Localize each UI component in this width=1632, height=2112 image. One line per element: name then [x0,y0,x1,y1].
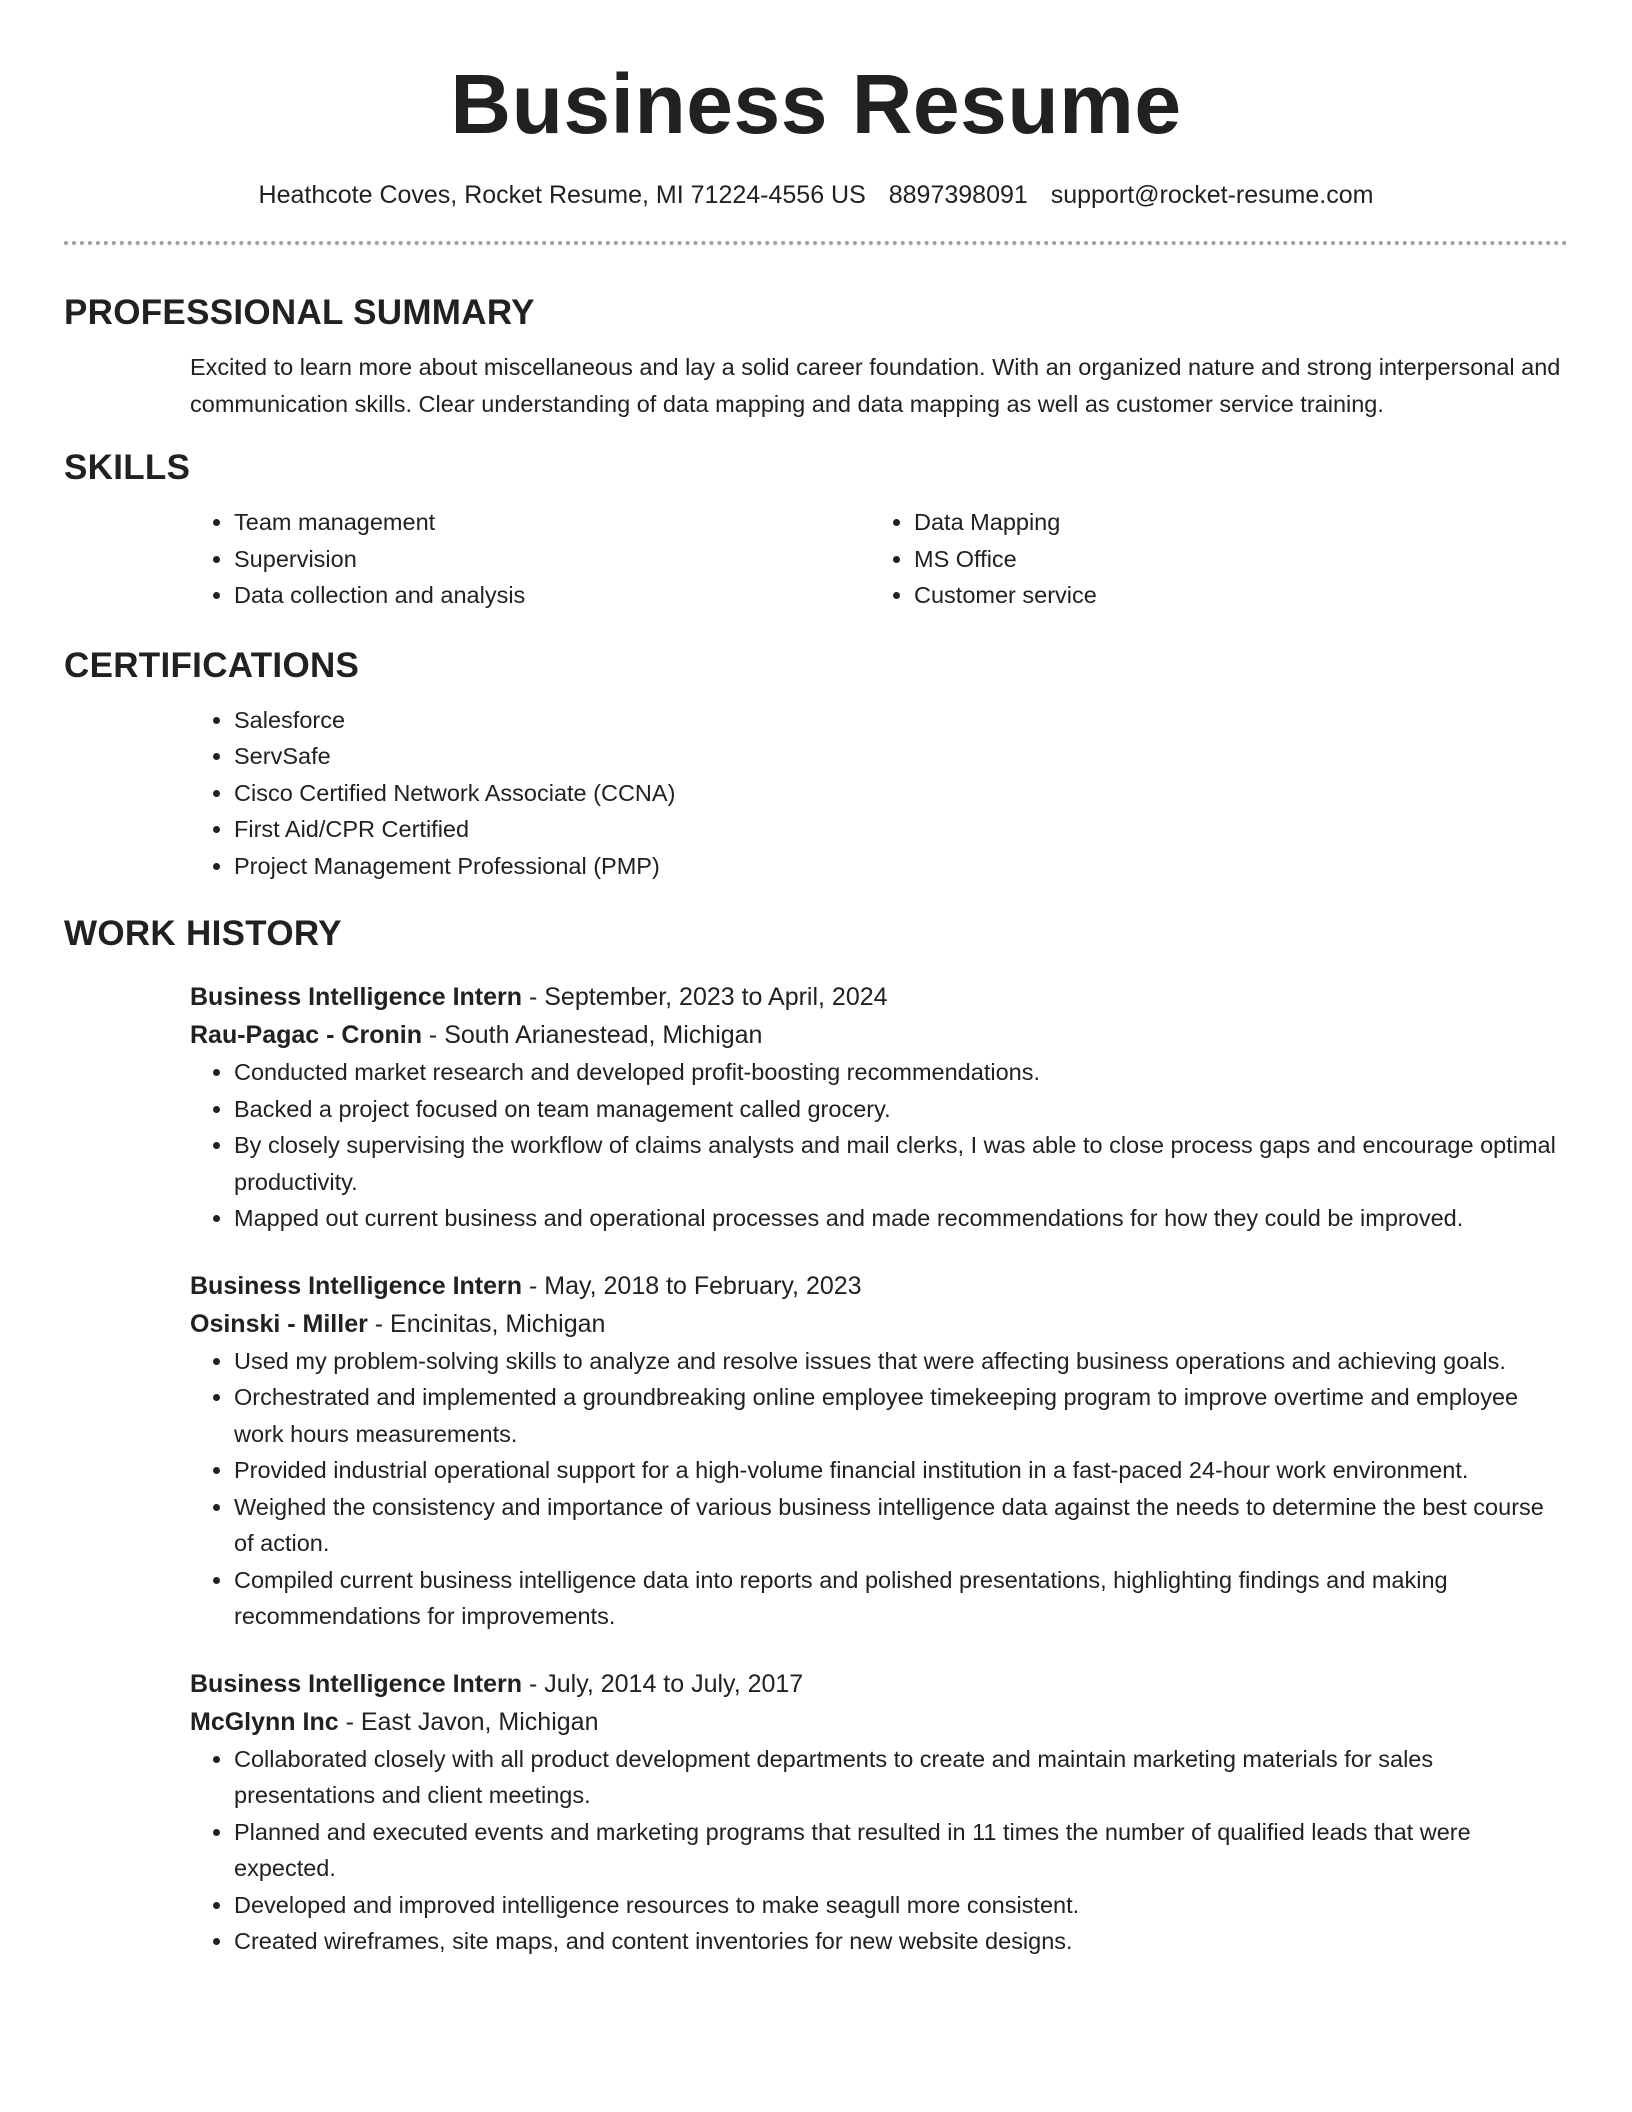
summary-heading: PROFESSIONAL SUMMARY [64,293,535,332]
job-bullet: • Collaborated closely with all product development departments to create and maintain marketing materials for sales presentations and client meetings. [234,1741,1568,1814]
job-location: - South Arianestead, Michigan [421,1021,763,1049]
job-bullet: • Weighed the consistency and importance of various business intelligence data against the needs to determine the best course of action. [234,1489,1568,1562]
job-title-line [190,978,1568,1016]
skills-list-right [870,504,1550,614]
job-bullet: • Used my problem-solving skills to analyze and resolve issues that were affecting business operations and achieving goals. [234,1343,1568,1380]
skill-item: • MS Office [914,541,1550,578]
job-entry [190,1267,1568,1635]
contact-email: support@rocket-resume.com [1050,181,1374,209]
job-role: Business Intelligence Intern [190,1271,523,1300]
job-company: Osinski - Miller [190,1309,368,1338]
job-bullet: • Provided industrial operational support for a high-volume financial institution in a fast-paced 24-hour work environment. [234,1452,1568,1489]
job-company-line [190,1016,1568,1054]
job-entry [190,1665,1568,1960]
job-bullet: • Compiled current business intelligence data into reports and polished presentations, highlighting findings and making recommendations for improvements. [234,1562,1568,1635]
job-bullet: • Orchestrated and implemented a groundbreaking online employee timekeeping program to improve overtime and employee work hours measurements. [234,1379,1568,1452]
resume-page [64,0,1568,1960]
job-bullet: • Mapped out current business and operational processes and made recommendations for how they could be improved. [234,1200,1568,1237]
job-bullet: • Planned and executed events and marketing programs that resulted in 11 times the number of qualified leads that were expected. [234,1814,1568,1887]
certification-item: • Cisco Certified Network Associate (CCNA) [234,775,1568,812]
certifications-heading: CERTIFICATIONS [64,645,360,685]
job-dates: - July, 2014 to July, 2017 [522,1669,804,1698]
header-divider [64,241,1568,245]
certification-item: • Project Management Professional (PMP) [234,848,1568,885]
job-bullet: • Backed a project focused on team management called grocery. [234,1091,1568,1128]
job-location: - Encinitas, Michigan [367,1309,606,1338]
job-bullet: • Conducted market research and developed profit-boosting recommendations. [234,1054,1568,1091]
resume-name: Business Resume [450,57,1182,151]
skills-heading: SKILLS [64,448,191,487]
summary-text: Excited to learn more about miscellaneous and lay a solid career foundation. With an organized nature and strong interpersonal and communication skills. Clear understanding of data mapping and data mapping as well as customer service training. [190,354,1561,417]
certification-item: • First Aid/CPR Certified [234,811,1568,848]
contact-line [64,178,1568,212]
skills-column-left [190,504,870,614]
certifications-list [190,702,1568,885]
job-bullets [190,1343,1568,1635]
job-role: Business Intelligence Intern [190,1669,523,1698]
skill-item: • Data collection and analysis [234,577,870,614]
skills-list-left [190,504,870,614]
job-dates: - September, 2023 to April, 2024 [522,983,888,1011]
skill-item: • Data Mapping [914,504,1550,541]
job-company: Rau-Pagac - Cronin [190,1021,422,1049]
job-title-line [190,1267,1568,1305]
skills-column-right [870,504,1550,614]
job-bullets [190,1741,1568,1960]
work-history-heading: WORK HISTORY [64,914,342,953]
skill-item: • Team management [234,504,870,541]
job-bullet: • Developed and improved intelligence resources to make seagull more consistent. [234,1887,1568,1924]
job-location: - East Javon, Michigan [338,1707,599,1736]
certifications-list-wrap [190,702,1568,885]
job-company-line [190,1703,1568,1741]
job-dates: - May, 2018 to February, 2023 [522,1271,862,1300]
job-bullet: • By closely supervising the workflow of claims analysts and mail clerks, I was able to close process gaps and encourage optimal productivity. [234,1127,1568,1200]
job-bullets [190,1054,1568,1237]
job-title-line [190,1665,1568,1703]
certification-item: • Salesforce [234,702,1568,739]
contact-phone: 8897398091 [888,181,1028,209]
contact-address: Heathcote Coves, Rocket Resume, MI 71224-4556 US [258,181,866,209]
skill-item: • Supervision [234,541,870,578]
job-company-line [190,1305,1568,1343]
certification-item: • ServSafe [234,738,1568,775]
skills-grid [190,504,1568,614]
job-role: Business Intelligence Intern [190,983,523,1011]
job-company: McGlynn Inc [190,1707,339,1736]
skill-item: • Customer service [914,577,1550,614]
job-entry [190,978,1568,1237]
job-bullet: • Created wireframes, site maps, and content inventories for new website designs. [234,1923,1568,1960]
